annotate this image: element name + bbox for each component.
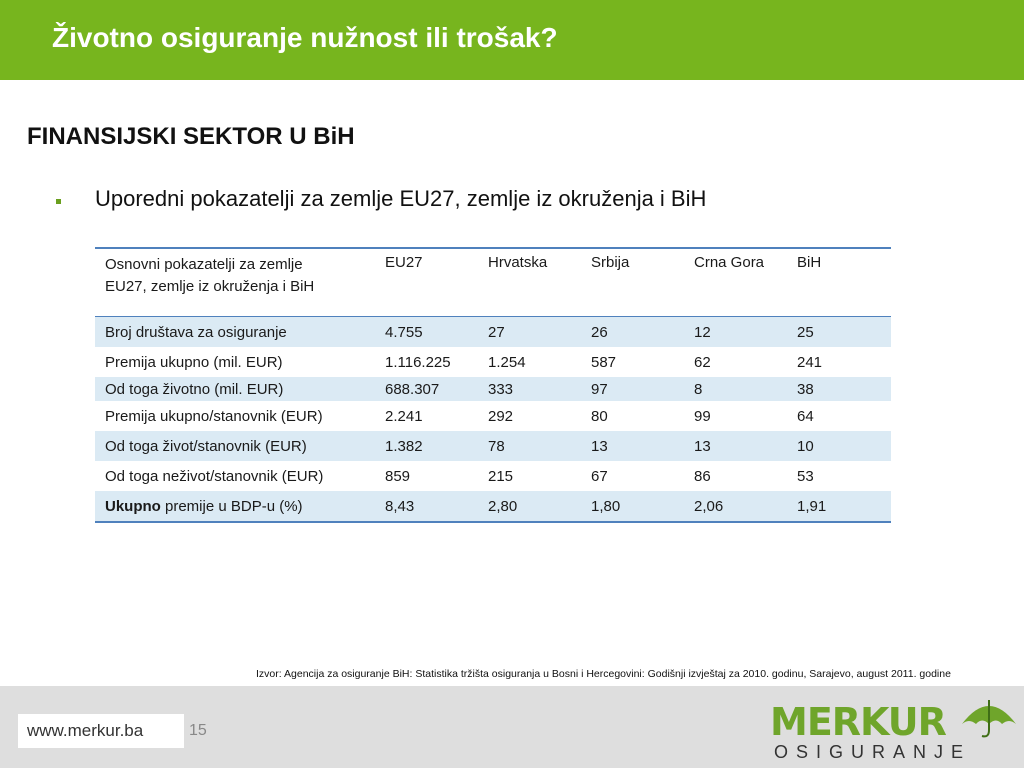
section-heading: FINANSIJSKI SEKTOR U BiH [27,123,355,150]
logo-subtitle: OSIGURANJE [774,742,972,762]
cell-srbija: 587 [591,353,617,371]
bullet-text: Uporedni pokazatelji za zemlje EU27, zemlje iz okruženja i BiH [95,186,707,211]
cell-bih: 241 [797,353,823,371]
table-row [95,347,891,377]
row-label: Broj društava za osiguranje [95,317,375,348]
cell-bih: 10 [787,431,891,461]
slide-title: Životno osiguranje nužnost ili trošak? [52,22,558,53]
cell-hrvatska: 2,80 [478,491,581,522]
cell-srbija: 67 [591,467,608,485]
cell-eu27: 859 [385,467,411,485]
header-label-line2: EU27, zemlje iz okruženja i BiH [105,278,315,295]
header-label-line1: Osnovni pokazatelji za zemlje [105,256,303,273]
cell-crna-gora: 62 [694,353,711,371]
indicators-table [95,247,891,523]
row-label-rest: premije u BDP-u (%) [160,497,303,515]
row-label-bold: Ukupno [105,497,161,515]
page-number: 15 [189,722,207,739]
cell-crna-gora: 13 [684,431,787,461]
row-label: Premija ukupno (mil. EUR) [105,353,283,371]
cell-eu27: 1.382 [375,431,478,461]
cell-srbija: 80 [591,407,608,425]
cell-eu27: 1.116.225 [385,353,451,371]
cell-eu27: 8,43 [375,491,478,522]
cell-bih: 53 [797,467,814,485]
cell-crna-gora: 8 [684,377,787,401]
table-row [95,431,891,461]
cell-bih: 1,91 [787,491,891,522]
source-note: Izvor: Agencija za osiguranje BiH: Statistika tržišta osiguranja u Bosni i Hercegovini: Godišnji izvještaj za 2010. godinu, Sarajevo, august 2011. godine [256,668,951,680]
header-eu27: EU27 [375,248,478,317]
header-srbija: Srbija [581,248,684,317]
cell-crna-gora: 99 [694,407,711,425]
cell-hrvatska: 292 [488,407,514,425]
cell-hrvatska: 1.254 [488,353,526,371]
website-link[interactable]: www.merkur.ba [27,721,144,740]
cell-srbija: 13 [581,431,684,461]
row-label: Od toga životno (mil. EUR) [95,377,375,401]
row-label: Od toga neživot/stanovnik (EUR) [105,467,324,485]
table-row [95,317,891,348]
table-row [95,401,891,431]
cell-hrvatska: 215 [488,467,514,485]
cell-srbija: 1,80 [581,491,684,522]
cell-bih: 64 [797,407,814,425]
header-bih: BiH [787,248,891,317]
table-header-row [95,248,891,317]
cell-crna-gora: 2,06 [684,491,787,522]
row-label: Premija ukupno/stanovnik (EUR) [105,407,323,425]
cell-srbija: 26 [581,317,684,348]
umbrella-icon [958,694,1020,742]
table-row [95,377,891,401]
cell-eu27: 688.307 [375,377,478,401]
row-label: Od toga život/stanovnik (EUR) [95,431,375,461]
cell-bih: 38 [787,377,891,401]
row-label [95,491,375,522]
square-bullet-icon [56,199,61,204]
table-row [95,461,891,491]
header-hrvatska: Hrvatska [478,248,581,317]
cell-crna-gora: 86 [694,467,711,485]
header-label [95,248,375,317]
cell-srbija: 97 [581,377,684,401]
cell-hrvatska: 333 [478,377,581,401]
cell-crna-gora: 12 [684,317,787,348]
table-row [95,491,891,522]
merkur-logo [770,694,1020,764]
cell-eu27: 4.755 [375,317,478,348]
cell-hrvatska: 27 [478,317,581,348]
cell-eu27: 2.241 [385,407,423,425]
logo-word: MERKUR [770,700,946,744]
header-crna-gora: Crna Gora [684,248,787,317]
cell-hrvatska: 78 [478,431,581,461]
cell-bih: 25 [787,317,891,348]
